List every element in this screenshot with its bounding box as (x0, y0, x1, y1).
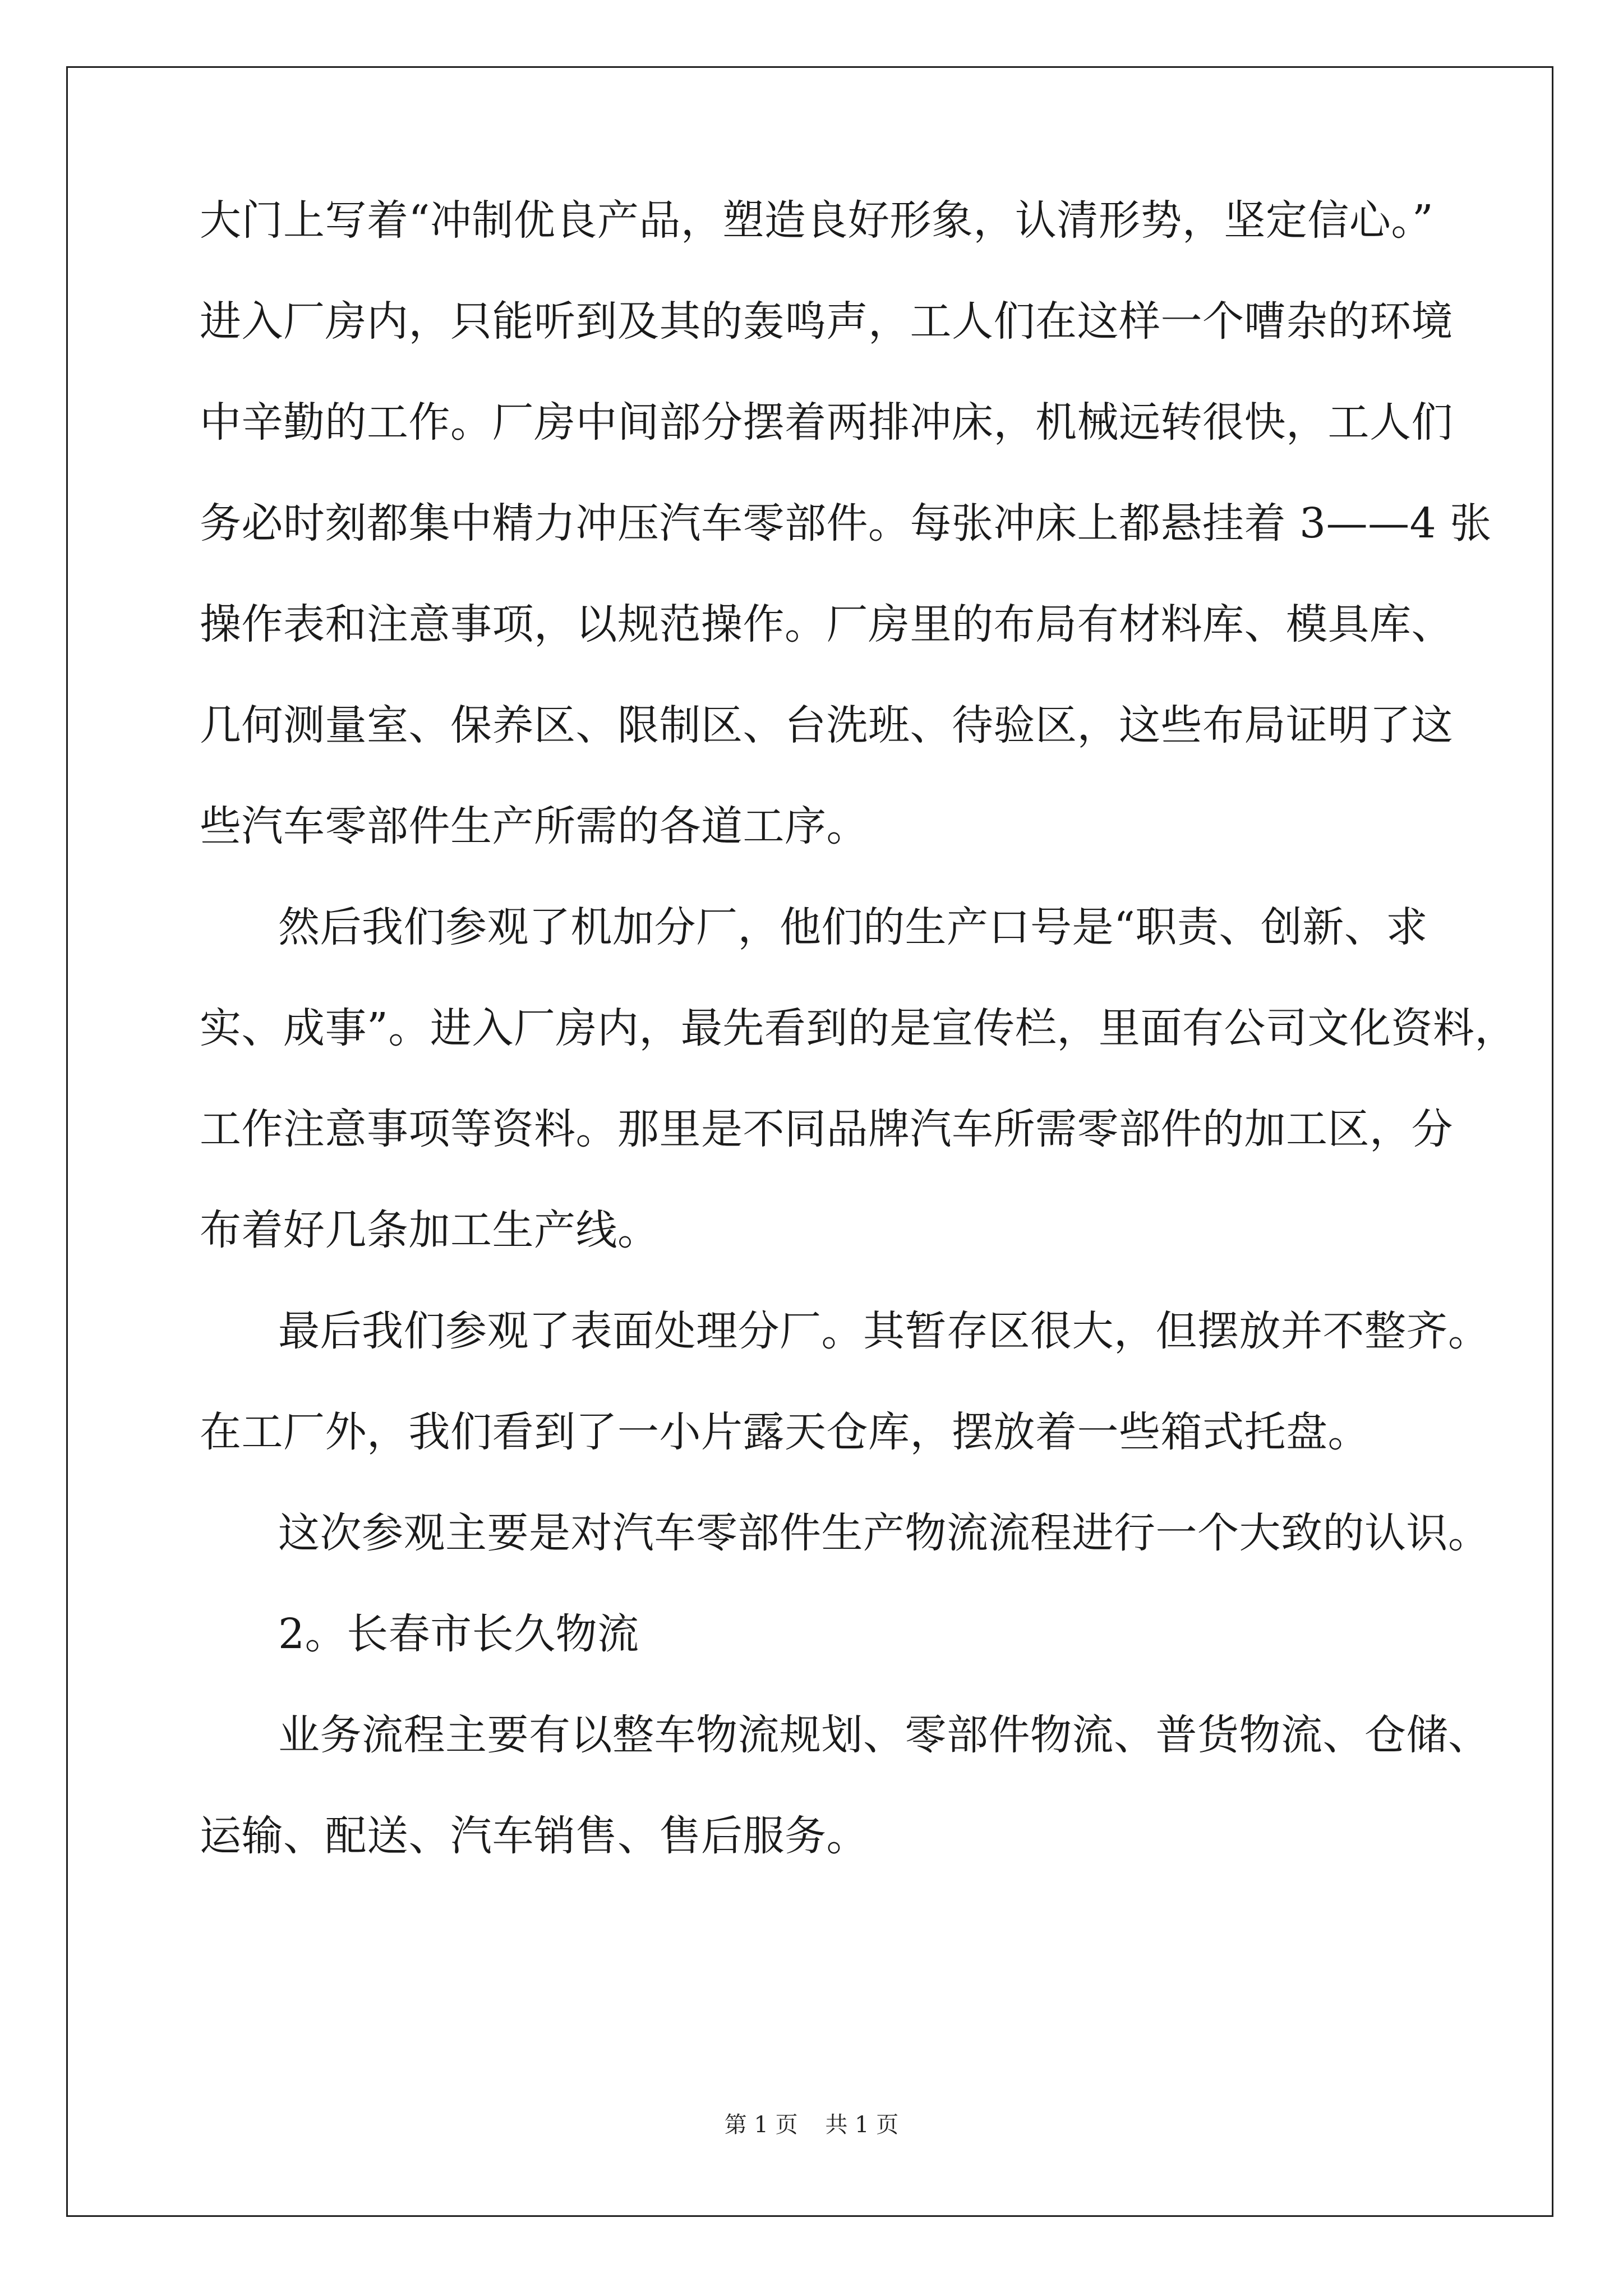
paragraph-first-line: 最后我们参观了表面处理分厂。其暂存区很大，但摆放并不整齐。 (278, 1307, 1490, 1355)
paragraph-first-line: 这次参观主要是对汽车零部件生产物流流程进行一个大致的认识。 (278, 1509, 1490, 1557)
text-line: 实、成事”。进入厂房内，最先看到的是宣传栏，里面有公司文化资料， (200, 1004, 1516, 1052)
text-line: 运输、配送、汽车销售、售后服务。 (200, 1812, 868, 1860)
page-footer (0, 2108, 1623, 2142)
page-number: 第 1 页 (724, 2112, 798, 2138)
text-line: 务必时刻都集中精力冲压汽车零部件。每张冲床上都悬挂着 3——4 张 (200, 499, 1492, 547)
text-line: 工作注意事项等资料。那里是不同品牌汽车所需零部件的加工区，分 (200, 1105, 1453, 1153)
paragraph-first-line: 然后我们参观了机加分厂，他们的生产口号是“职责、创新、求 (278, 903, 1428, 951)
text-line: 大门上写着“冲制优良产品，塑造良好形象，认清形势，坚定信心。” (200, 196, 1434, 245)
paragraph-first-line: 业务流程主要有以整车物流规划、零部件物流、普货物流、仓储、 (278, 1711, 1490, 1759)
text-line: 操作表和注意事项，以规范操作。厂房里的布局有材料库、模具库、 (200, 600, 1453, 648)
text-line: 在工厂外，我们看到了一小片露天仓库，摆放着一些箱式托盘。 (200, 1408, 1370, 1456)
text-line: 进入厂房内，只能听到及其的轰鸣声，工人们在这样一个嘈杂的环境 (200, 297, 1453, 346)
text-line: 中辛勤的工作。厂房中间部分摆着两排冲床，机械远转很快，工人们 (200, 398, 1453, 447)
text-line: 几何测量室、保养区、限制区、台洗班、待验区，这些布局证明了这 (200, 701, 1453, 749)
section-heading: 2。长春市长久物流 (278, 1610, 639, 1658)
text-line: 布着好几条加工生产线。 (200, 1206, 660, 1254)
page-total: 共 1 页 (825, 2112, 899, 2138)
text-line: 些汽车零部件生产所需的各道工序。 (200, 802, 868, 850)
